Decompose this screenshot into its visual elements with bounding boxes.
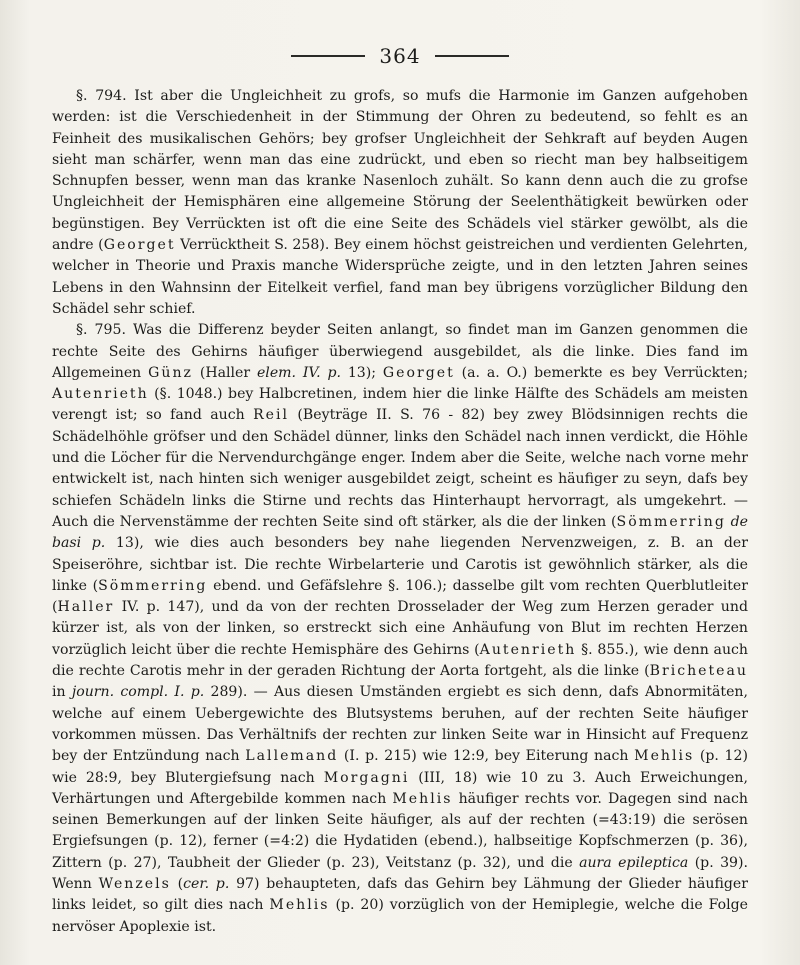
author-name: Lallemand <box>245 748 339 765</box>
paragraph-794 <box>52 86 748 320</box>
text-run: (a. a. O.) bemerkte es bey Verrückten; <box>454 364 748 381</box>
author-name: Haller <box>57 599 115 616</box>
author-name: Wenzels <box>98 875 171 892</box>
text-run: Was die Differenz beyder Seiten anlangt, so findet man im Ganzen genommen die rechte Seite des Gehirns häufiger überwiegend ausgebildet, als die linke. Dies fand im Allgemeinen <box>52 322 748 381</box>
author-name: Mehlis <box>269 897 330 914</box>
text-run: ebend. und Gefäfslehre §. 106.); dasselbe gilt vom rechten Querblutleiter ( <box>52 577 748 616</box>
text-run: (I. p. 215) wie 12:9, bey Eiterung nach <box>338 748 635 765</box>
author-name: Georget <box>382 364 455 381</box>
text-run: IV. p. 147), und da von der rechten Drosselader der Weg zum Herzen gerader und kürzer ist, als von der linken, so erstreckt sich eine Anhäufung von Blut im rechten Herzen vorzüglich leicht über die rechte Hemisphäre des Gehirns ( <box>52 599 748 658</box>
text-run: (§. 1048.) bey Halbcretinen, indem hier die linke Hälfte des Schädels am meisten verengt ist; so fand auch <box>52 386 748 424</box>
section-number: §. 794. <box>76 88 127 104</box>
author-name: Sömmerring <box>616 513 726 530</box>
author-name: Sömmerring <box>98 577 208 594</box>
author-name: Morgagni <box>323 769 410 786</box>
author-name: Georget <box>103 237 176 254</box>
text-run: (p. 20) vorzüglich von der Hemiplegie, welche die Folge nervöser Apoplexie ist. <box>52 897 748 935</box>
author-name: Autenrieth <box>479 641 577 658</box>
paragraph-runs <box>52 88 748 317</box>
right-rule <box>435 55 509 57</box>
section-number: §. 795. <box>76 322 126 339</box>
text-run: (Beyträge II. S. 76 - 82) bey zwey Blödsinnigen rechts die Schädelhöhle gröfser und den Schädel dünner, links den Schädel nach innen verdickt, die Höhle und die Löcher für die Nervendurchgänge enger. Indem aber die Seite, welche nach vorne mehr entwickelt ist, nach hinten sich weniger ausgebildet zeigt, scheint es häufiger zu seyn, dafs bey schiefen Schädeln links die Stirne und rechts das Hinterhaupt hervorragt, als umgekehrt. — Auch die Nervenstämme der rechten Seite sind oft stärker, als die der linken ( <box>52 407 748 530</box>
text-run: Verrücktheit S. 258). Bey einem höchst geistreichen und verdienten Gelehrten, welcher in Theorie und Praxis manche Widersprüche zeigte, und in den letzten Jahren seines Lebens in den Wahnsinn der Eitelkeit verfiel, fand man bey übrigens vorzüglicher Bildung den Schädel sehr schief. <box>52 237 748 317</box>
citation-italic: journ. compl. I. p. <box>71 684 205 701</box>
text-run: (III, 18) wie 10 zu 3. Auch Erweichungen, Verhärtungen und Aftergebilde kommen nach <box>52 769 748 807</box>
author-name: Reil <box>253 407 290 424</box>
text-run: (p. 39). Wenn <box>52 854 748 892</box>
text-run: 289). — Aus diesen Umständen ergiebt es sich denn, dafs Abnormitäten, welche auf einem Uebergewichte des Blutsystems beruhen, auf der rechten Seite häufiger vorkommen müssen. Das Verhältnifs der rechten zur linken Seite war in Hinsicht auf Frequenz bey der Entzündung nach <box>52 684 748 765</box>
author-name: Mehlis <box>392 790 453 807</box>
paragraph-795 <box>52 320 748 938</box>
page-number: 364 <box>379 44 421 68</box>
text-run: Ist aber die Ungleichheit zu grofs, so mufs die Harmonie im Ganzen aufgehoben werden: ist die Verschiedenheit in der Stimmung der Ohren zu bedeutend, so fehlt es an Feinheit des musikalischen Gehörs; bey grofser Ungleichheit der Sehkraft auf beyden Augen sieht man schärfer, wenn man das eine zudrückt, und eben so riecht man bey halbseitigem Schnupfen besser, wenn man das kranke Nasenloch zuhält. So kann denn auch die zu grofse Ungleichheit der Hemisphären eine allgemeine Störung der Seelenthätigkeit bewürken oder begünstigen. Bey Verrückten ist oft die eine Seite des Schädels viel stärker gewölbt, als die andre ( <box>52 88 749 254</box>
citation-italic: de basi p. <box>52 513 748 552</box>
paragraph-runs <box>52 322 748 934</box>
text-run: (Haller <box>192 364 257 381</box>
page-header <box>0 44 800 68</box>
left-rule <box>291 55 365 57</box>
text-run: 13); <box>340 364 383 381</box>
text-run: §. 855.), wie denn auch die rechte Carotis mehr in der geraden Richtung der Aorta fortgeht, als die linke ( <box>52 641 749 680</box>
author-name: Autenrieth <box>52 386 149 403</box>
text-run: in <box>52 684 72 701</box>
citation-italic: aura epileptica <box>579 854 689 871</box>
text-run: 97) behaupteten, dafs das Gehirn bey Lähmung der Glieder häufiger links leidet, so gilt dies nach <box>52 875 749 914</box>
author-name: Bricheteau <box>649 663 748 680</box>
text-run: (p. 12) wie 28:9, bey Blutergiefsung nach <box>52 748 748 786</box>
citation-italic: elem. IV. p. <box>256 364 341 381</box>
body-text <box>52 86 748 938</box>
text-run: ( <box>170 875 184 892</box>
author-name: Günz <box>148 364 193 381</box>
text-run: 13), wie dies auch besonders bey nahe liegenden Nervenzweigen, z. B. an der Speiseröhre, sichtbar ist. Die rechte Wirbelarterie und Carotis ist gewöhnlich stärker, als die linke ( <box>52 535 748 594</box>
citation-italic: cer. p. <box>183 875 230 892</box>
author-name: Mehlis <box>634 748 695 765</box>
text-run: häufiger rechts vor. Dagegen sind nach seinen Bemerkungen auf der linken Seite häufiger, als auf der rechten (=43:19) die serösen Ergiefsungen (p. 12), ferner (=4:2) die Hydatiden (ebend.), halbseitige Kopfschmerzen (p. 36), Zittern (p. 27), Taubheit der Glieder (p. 23), Veitstanz (p. 32), und die <box>52 790 748 871</box>
